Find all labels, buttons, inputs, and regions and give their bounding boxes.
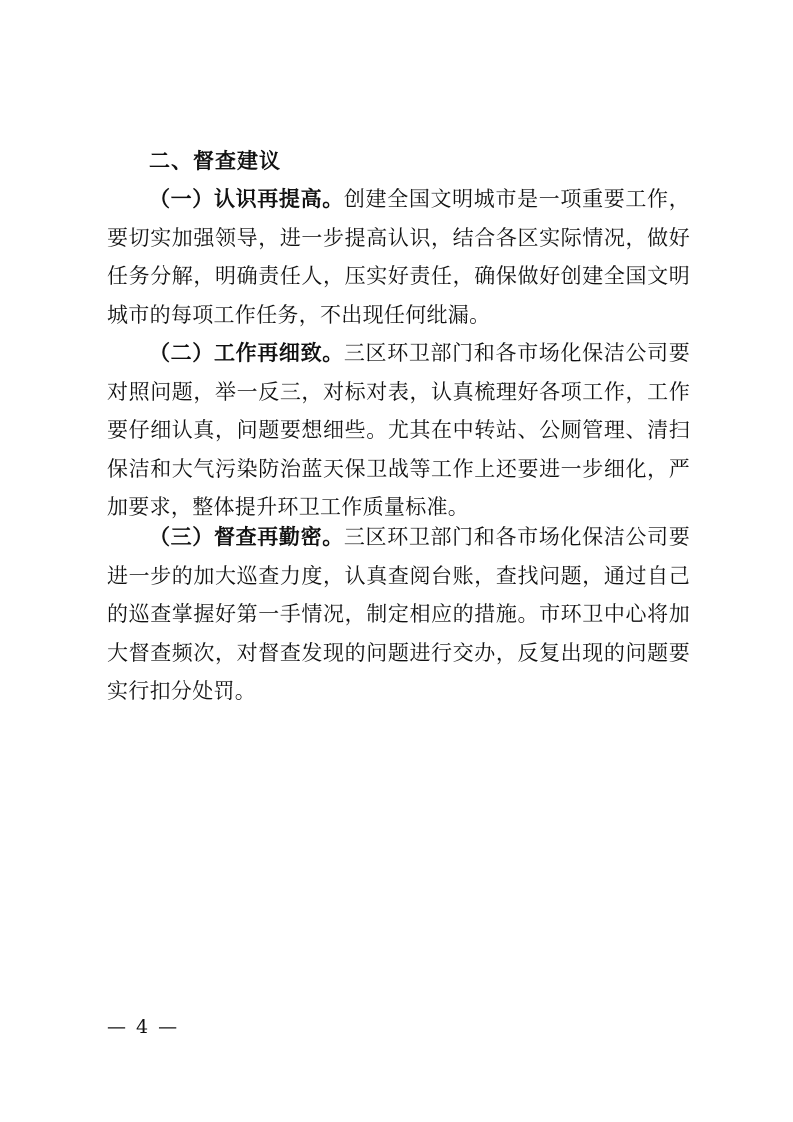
paragraph-2 bbox=[107, 334, 690, 527]
paragraph-1-lead: （一）认识再提高。 bbox=[149, 187, 344, 211]
page-number: — 4 — bbox=[107, 1016, 180, 1038]
paragraph-3-body: 三区环卫部门和各市场化保洁公司要进一步的加大巡查力度，认真查阅台账，查找问题，通过自己的巡查掌握好第一手情况，制定相应的措施。市环卫中心将加大督查频次，对督查发现的问题进行交办，反复出现的问题要实行扣分处罚。 bbox=[107, 525, 690, 704]
paragraph-3-lead: （三）督查再勤密。 bbox=[149, 525, 344, 549]
paragraph-3 bbox=[107, 518, 690, 711]
paragraph-1 bbox=[107, 180, 690, 334]
paragraph-2-lead: （二）工作再细致。 bbox=[149, 341, 344, 365]
paragraph-2-body: 三区环卫部门和各市场化保洁公司要对照问题，举一反三，对标对表，认真梳理好各项工作，工作要仔细认真，问题要想细些。尤其在中转站、公厕管理、清扫保洁和大气污染防治蓝天保卫战等工作上还要进一步细化，严加要求，整体提升环卫工作质量标准。 bbox=[107, 341, 690, 520]
section-heading: 二、督查建议 bbox=[149, 149, 281, 173]
paragraph-1-body: 创建全国文明城市是一项重要工作，要切实加强领导，进一步提高认识，结合各区实际情况，做好任务分解，明确责任人，压实好责任，确保做好创建全国文明城市的每项工作任务，不出现任何纰漏。 bbox=[107, 187, 690, 327]
